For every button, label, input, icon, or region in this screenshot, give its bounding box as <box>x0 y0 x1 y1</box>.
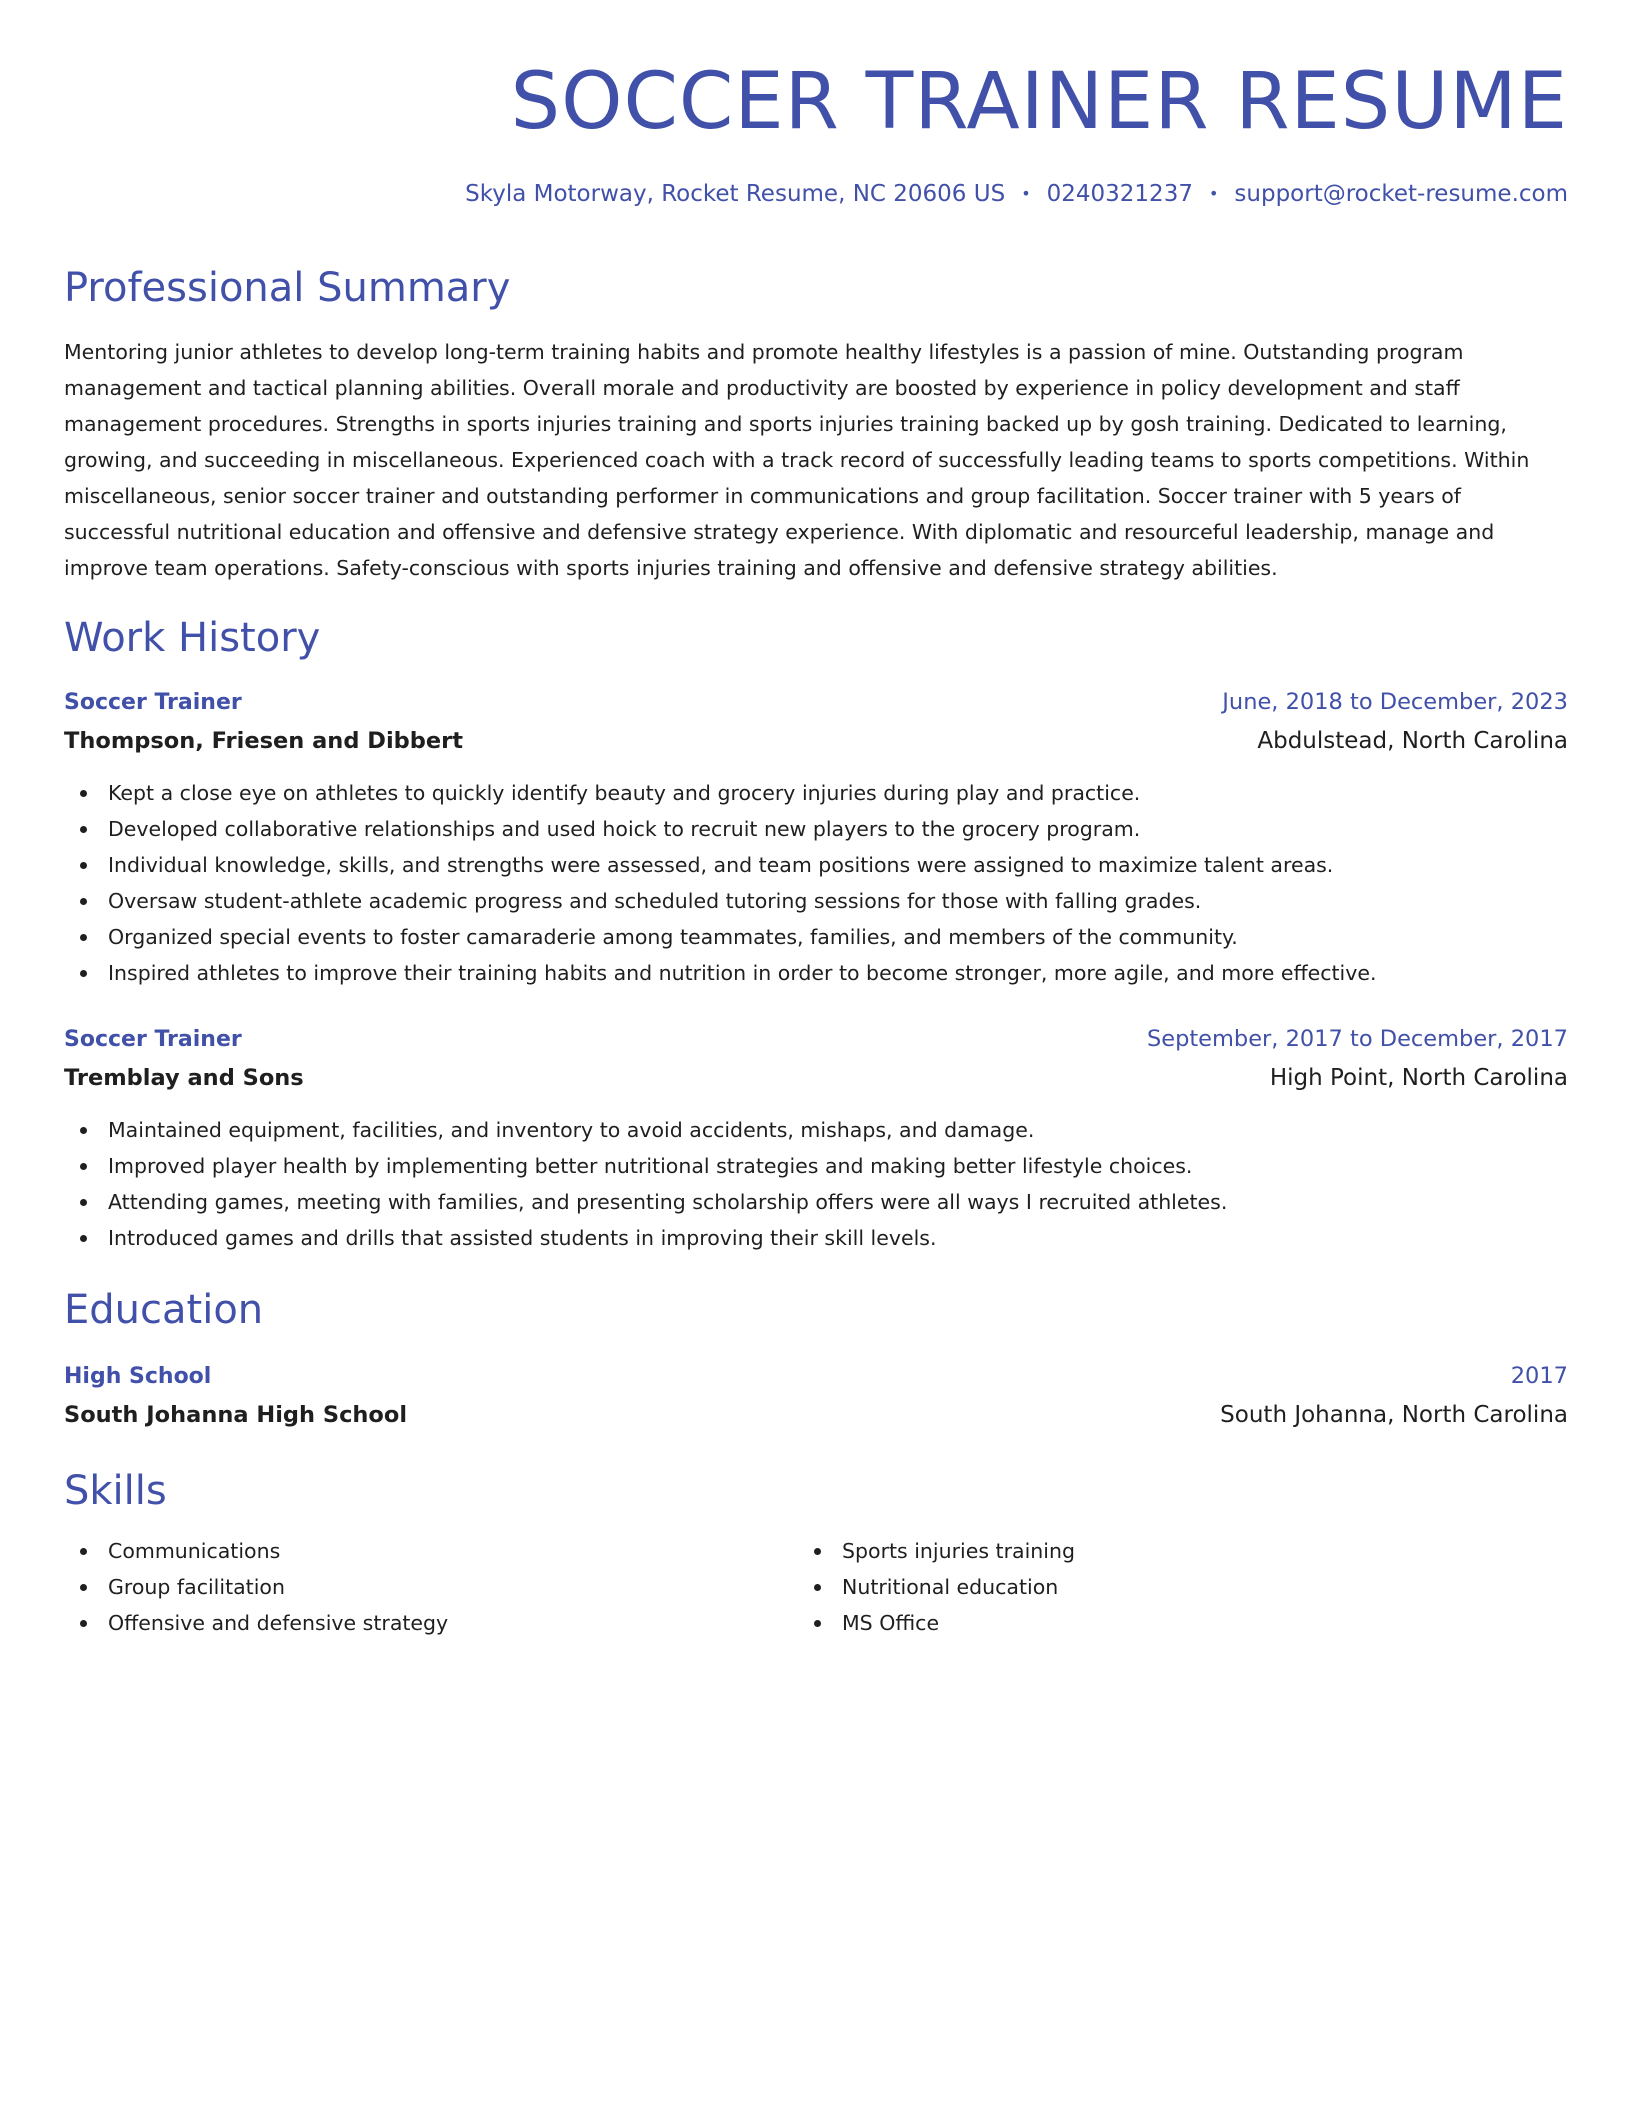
bullet-separator: • <box>1021 184 1031 203</box>
skills-list-left <box>64 1533 798 1641</box>
school-location: South Johanna, North Carolina <box>1220 1402 1568 1428</box>
employer-name: Tremblay and Sons <box>64 1065 304 1091</box>
education-entry <box>64 1358 1568 1435</box>
education-year: 2017 <box>1510 1363 1568 1389</box>
job-duty: Maintained equipment, facilities, and inventory to avoid accidents, mishaps, and damage. <box>64 1112 1568 1148</box>
skills-grid <box>64 1533 1568 1641</box>
skill-item: Group facilitation <box>64 1569 798 1605</box>
section-title-skills: Skills <box>64 1468 167 1514</box>
job-duty: Kept a close eye on athletes to quickly identify beauty and grocery injuries during play and practice. <box>64 775 1568 811</box>
skills-list-right <box>798 1533 1532 1641</box>
education-section <box>64 1284 1568 1435</box>
job-title: Soccer Trainer <box>64 690 242 715</box>
job-title-row <box>64 684 1568 721</box>
school-name: South Johanna High School <box>64 1402 408 1428</box>
work-history-section <box>64 612 1568 1256</box>
job-employer-row <box>64 721 1568 761</box>
job-entry <box>64 684 1568 991</box>
job-duty: Organized special events to foster camaraderie among teammates, families, and members of the community. <box>64 919 1568 955</box>
job-dates: September, 2017 to December, 2017 <box>1146 1026 1568 1052</box>
summary-text: Mentoring junior athletes to develop long-term training habits and promote healthy lifestyles is a passion of mine. Outstanding program management and tactical planning abilities. Overall morale and productivity are boosted by experience in policy development and staff management procedures. Strengths in sports injuries training and sports injuries training backed up by gosh training. Dedicated to learning, growing, and succeeding in miscellaneous. Experienced coach with a track record of successfully leading teams to sports competitions. Within miscellaneous, senior soccer trainer and outstanding performer in communications and group facilitation. Soccer trainer with 5 years of successful nutritional education and offensive and defensive strategy experience. With diplomatic and resourceful leadership, manage and improve team operations. Safety-conscious with sports injuries training and offensive and defensive strategy abilities. <box>64 340 1530 580</box>
job-duties-list <box>64 775 1568 991</box>
job-title-row <box>64 1021 1568 1058</box>
section-title-summary: Professional Summary <box>64 265 511 311</box>
contact-email[interactable]: support@rocket-resume.com <box>1234 181 1568 207</box>
contact-line <box>64 178 1568 210</box>
job-entry <box>64 1021 1568 1256</box>
education-school-row <box>64 1395 1568 1435</box>
skill-item: Sports injuries training <box>798 1533 1532 1569</box>
resume-header <box>64 56 1568 210</box>
job-dates: June, 2018 to December, 2023 <box>1222 689 1568 715</box>
job-duty: Developed collaborative relationships and used hoick to recruit new players to the grocery program. <box>64 811 1568 847</box>
job-employer-row <box>64 1058 1568 1098</box>
job-duty: Improved player health by implementing better nutritional strategies and making better lifestyle choices. <box>64 1148 1568 1184</box>
job-duty: Attending games, meeting with families, and presenting scholarship offers were all ways I recruited athletes. <box>64 1184 1568 1220</box>
section-title-work-history: Work History <box>64 615 321 661</box>
job-duties-list <box>64 1112 1568 1256</box>
skill-item: Nutritional education <box>798 1569 1532 1605</box>
resume-title: SOCCER TRAINER RESUME <box>510 57 1568 147</box>
job-duty: Inspired athletes to improve their training habits and nutrition in order to become stronger, more agile, and more effective. <box>64 955 1568 991</box>
bullet-separator: • <box>1208 184 1219 203</box>
skills-section <box>64 1465 1568 1641</box>
job-duty: Oversaw student-athlete academic progress and scheduled tutoring sessions for those with falling grades. <box>64 883 1568 919</box>
education-degree-row <box>64 1358 1568 1395</box>
education-degree: High School <box>64 1364 212 1389</box>
skill-item: MS Office <box>798 1605 1532 1641</box>
contact-phone: 0240321237 <box>1046 181 1193 207</box>
skill-item: Offensive and defensive strategy <box>64 1605 798 1641</box>
employer-name: Thompson, Friesen and Dibbert <box>64 728 463 754</box>
professional-summary-section <box>64 262 1568 586</box>
skill-item: Communications <box>64 1533 798 1569</box>
job-location: High Point, North Carolina <box>1269 1065 1568 1091</box>
job-duty: Introduced games and drills that assisted students in improving their skill levels. <box>64 1220 1568 1256</box>
job-title: Soccer Trainer <box>64 1027 242 1052</box>
job-location: Abdulstead, North Carolina <box>1257 728 1568 754</box>
contact-address: Skyla Motorway, Rocket Resume, NC 20606 US <box>465 181 1006 207</box>
job-duty: Individual knowledge, skills, and strengths were assessed, and team positions were assigned to maximize talent areas. <box>64 847 1568 883</box>
section-title-education: Education <box>64 1287 264 1333</box>
